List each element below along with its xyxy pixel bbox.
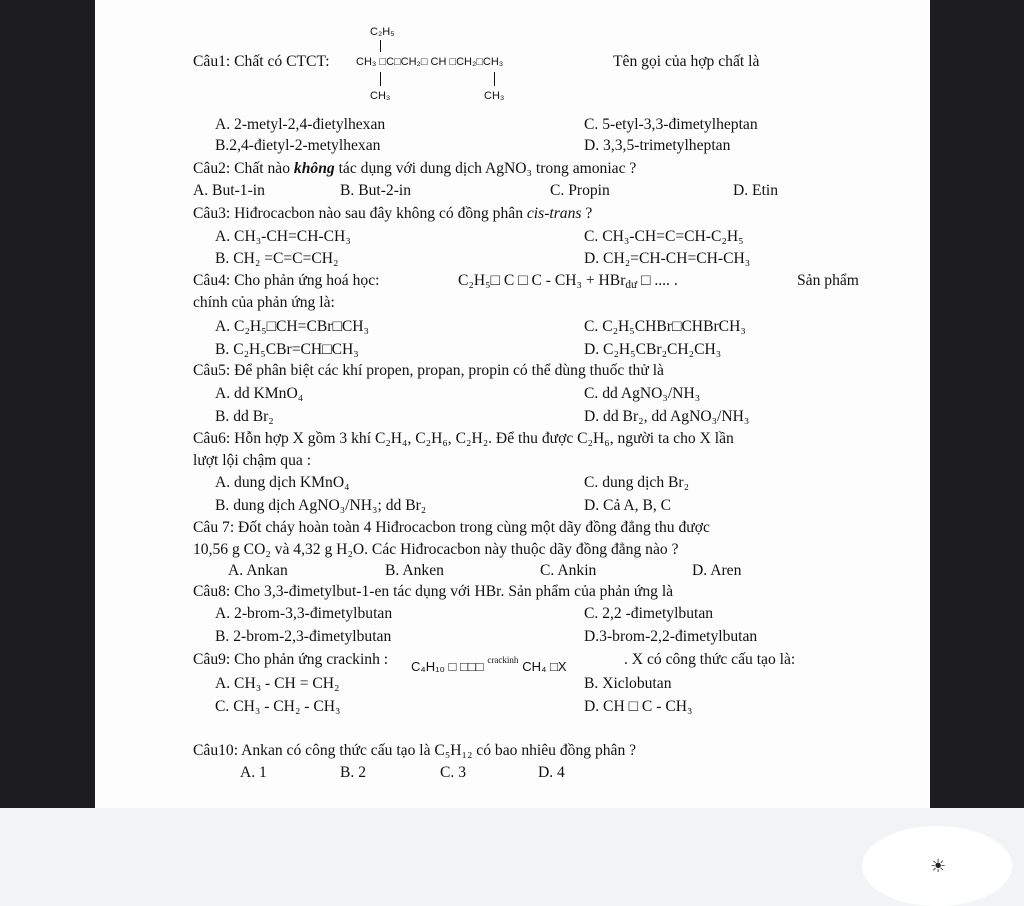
q9-option-d[interactable]: D. CH □ C - CH₃ bbox=[584, 698, 693, 715]
q9-option-c[interactable]: C. CH₃ - CH₂ - CH₃ bbox=[215, 698, 341, 715]
brightness-icon[interactable]: ☀ bbox=[930, 856, 947, 877]
q7-option-b[interactable]: B. Anken bbox=[385, 562, 444, 579]
q4-stem: Câu4: Cho phản ứng hoá học: bbox=[193, 272, 380, 289]
q6-stem: Câu6: Hỗn hợp X gồm 3 khí C₂H₄, C₂H₆, C₂H₂. Để thu được C₂H₆, người ta cho X lần bbox=[193, 430, 734, 447]
q10-option-d[interactable]: D. 4 bbox=[538, 764, 565, 781]
q8-stem: Câu8: Cho 3,3-đimetylbut-1-en tác dụng với HBr. Sản phẩm của phản ứng là bbox=[193, 583, 674, 600]
q1-struct-top: C₂H₅ bbox=[370, 26, 395, 38]
q3-option-c[interactable]: C. CH₃-CH=C=CH-C₂H₅ bbox=[584, 228, 744, 245]
q7-option-c[interactable]: C. Ankin bbox=[540, 562, 597, 579]
q2-option-b[interactable]: B. But-2-in bbox=[340, 182, 412, 199]
q1-option-c[interactable]: C. 5-etyl-3,3-đimetylheptan bbox=[584, 116, 758, 133]
q5-option-a[interactable]: A. dd KMnO₄ bbox=[215, 385, 304, 402]
q3-option-a[interactable]: A. CH₃-CH=CH-CH₃ bbox=[215, 228, 351, 245]
q6-option-b[interactable]: B. dung dịch AgNO₃/NH₃; dd Br₂ bbox=[215, 497, 427, 514]
q4-stem-continued: chính của phản ứng là: bbox=[193, 294, 335, 311]
q5-stem: Câu5: Để phân biệt các khí propen, propan, propin có thể dùng thuốc thử là bbox=[193, 362, 664, 379]
q6-option-a[interactable]: A. dung dịch KMnO₄ bbox=[215, 474, 350, 491]
q1-bond-down-right bbox=[494, 72, 495, 86]
q1-struct-main: CH₃ □C□CH₂□ CH □CH₂□CH₃ bbox=[356, 56, 504, 68]
q3-stem: Câu3: Hiđrocacbon nào sau đây không có đồng phân cis-trans ? bbox=[193, 205, 593, 222]
q8-option-d[interactable]: D.3-brom-2,2-đimetylbutan bbox=[584, 628, 758, 645]
q6-option-d[interactable]: D. Cả A, B, C bbox=[584, 497, 672, 514]
q8-option-b[interactable]: B. 2-brom-2,3-đimetylbutan bbox=[215, 628, 392, 645]
q4-option-c[interactable]: C. C₂H₅CHBr□CHBrCH₃ bbox=[584, 318, 746, 335]
q1-struct-bottom-right: CH₃ bbox=[484, 90, 505, 102]
q5-option-d[interactable]: D. dd Br₂, dd AgNO₃/NH₃ bbox=[584, 408, 750, 425]
q3-option-b[interactable]: B. CH₂ =C=C=CH₂ bbox=[215, 250, 339, 267]
q8-option-a[interactable]: A. 2-brom-3,3-đimetylbutan bbox=[215, 605, 393, 622]
q10-option-b[interactable]: B. 2 bbox=[340, 764, 366, 781]
q9-stem: Câu9: Cho phản ứng crackinh : bbox=[193, 651, 389, 668]
q10-stem: Câu10: Ankan có công thức cấu tạo là C₅H₁₂ có bao nhiêu đồng phân ? bbox=[193, 742, 637, 759]
q3-option-d[interactable]: D. CH₂=CH-CH=CH-CH₃ bbox=[584, 250, 751, 267]
q1-bond-up bbox=[380, 40, 381, 52]
q7-stem-continued: 10,56 g CO₂ và 4,32 g H₂O. Các Hiđrocacbon này thuộc dãy đồng đẳng nào ? bbox=[193, 541, 679, 558]
q1-bond-down-left bbox=[380, 72, 381, 86]
q9-option-b[interactable]: B. Xiclobutan bbox=[584, 675, 672, 692]
q1-option-a[interactable]: A. 2-metyl-2,4-đietylhexan bbox=[215, 116, 386, 133]
q9-stem-end: . X có công thức cấu tạo là: bbox=[624, 651, 796, 668]
q4-option-b[interactable]: B. C₂H₅CBr=CH□CH₃ bbox=[215, 341, 359, 358]
q9-equation: C₄H₁₀ □ □□□ $^{crackinh}$ CH₄ □X bbox=[411, 655, 567, 675]
q7-stem: Câu 7: Đốt cháy hoàn toàn 4 Hiđrocacbon trong cùng một dãy đồng đẳng thu được bbox=[193, 519, 710, 536]
q1-suffix: Tên gọi của hợp chất là bbox=[613, 53, 760, 70]
q2-option-c[interactable]: C. Propin bbox=[550, 182, 610, 199]
q10-option-c[interactable]: C. 3 bbox=[440, 764, 466, 781]
q1-option-d[interactable]: D. 3,3,5-trimetylheptan bbox=[584, 137, 731, 154]
right-dark-border bbox=[930, 0, 1024, 808]
left-dark-border bbox=[0, 0, 95, 808]
q4-equation: C₂H₅□ C □ C - CH₃ + HBr$_{dư}$ □ .... . bbox=[458, 272, 678, 291]
q4-option-d[interactable]: D. C₂H₅CBr₂CH₂CH₃ bbox=[584, 341, 722, 358]
q9-option-a[interactable]: A. CH₃ - CH = CH₂ bbox=[215, 675, 340, 692]
q5-option-c[interactable]: C. dd AgNO₃/NH₃ bbox=[584, 385, 701, 402]
q2-option-d[interactable]: D. Etin bbox=[733, 182, 779, 199]
q10-option-a[interactable]: A. 1 bbox=[240, 764, 267, 781]
q7-option-d[interactable]: D. Aren bbox=[692, 562, 742, 579]
q2-option-a[interactable]: A. But-1-in bbox=[193, 182, 265, 199]
q8-option-c[interactable]: C. 2,2 -đimetylbutan bbox=[584, 605, 714, 622]
q4-option-a[interactable]: A. C₂H₅□CH=CBr□CH₃ bbox=[215, 318, 369, 335]
q1-prefix: Câu1: Chất có CTCT: bbox=[193, 53, 330, 70]
q1-struct-bottom-left: CH₃ bbox=[370, 90, 391, 102]
q6-stem-continued: lượt lội chậm qua : bbox=[193, 452, 312, 469]
q6-option-c[interactable]: C. dung dịch Br₂ bbox=[584, 474, 690, 491]
q1-option-b[interactable]: B.2,4-đietyl-2-metylhexan bbox=[215, 137, 381, 154]
q4-stem-end: Sản phẩm bbox=[797, 272, 859, 289]
q5-option-b[interactable]: B. dd Br₂ bbox=[215, 408, 274, 425]
q7-option-a[interactable]: A. Ankan bbox=[228, 562, 288, 579]
q2-stem: Câu2: Chất nào không tác dụng với dung dịch AgNO₃ trong amoniac ? bbox=[193, 160, 637, 177]
